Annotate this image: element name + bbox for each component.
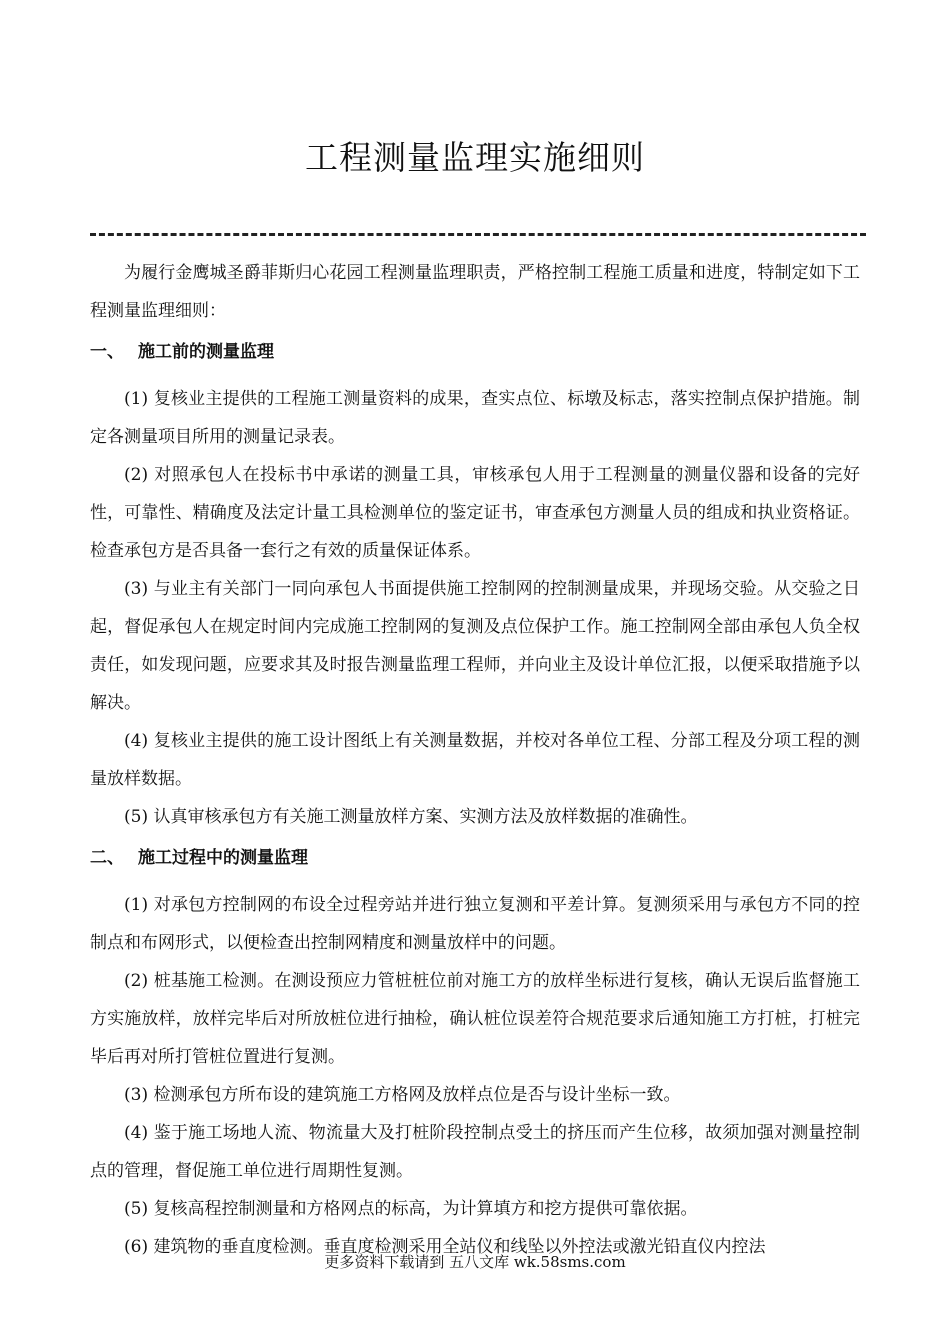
list-item: (4) 鉴于施工场地人流、物流量大及打桩阶段控制点受土的挤压而产生位移，故须加强对测量控制点的管理，督促施工单位进行周期性复测。 bbox=[90, 1123, 860, 1181]
document-body bbox=[90, 254, 860, 1266]
section-heading bbox=[90, 838, 860, 878]
list-item: (6) 建筑物的垂直度检测。垂直度检测采用全站仪和线坠以外控法或激光铅直仪内控法 bbox=[124, 1237, 766, 1257]
list-item: (3) 与业主有关部门一同向承包人书面提供施工控制网的控制测量成果，并现场交验。从交验之日起，督促承包人在规定时间内完成施工控制网的复测及点位保护工作。施工控制网全部由承包人负全权责任，如发现问题，应要求其及时报告测量监理工程师，并向业主及设计单位汇报，以便采取措施予以解决。 bbox=[90, 579, 860, 713]
list-item: (2) 对照承包人在投标书中承诺的测量工具，审核承包人用于工程测量的测量仪器和设备的完好性，可靠性、精确度及法定计量工具检测单位的鉴定证书，审查承包方测量人员的组成和执业资格证。检查承包方是否具备一套行之有效的质量保证体系。 bbox=[90, 465, 860, 561]
list-item: (1) 复核业主提供的工程施工测量资料的成果，查实点位、标墩及标志，落实控制点保护措施。制定各测量项目所用的测量记录表。 bbox=[90, 389, 860, 447]
section-title: 施工前的测量监理 bbox=[138, 342, 274, 362]
list-item: (1) 对承包方控制网的布设全过程旁站并进行独立复测和平差计算。复测须采用与承包方不同的控制点和布网形式，以便检查出控制网精度和测量放样中的问题。 bbox=[90, 895, 860, 953]
section-number: 二、 bbox=[90, 848, 124, 868]
list-item: (5) 复核高程控制测量和方格网点的标高，为计算填方和挖方提供可靠依据。 bbox=[124, 1199, 698, 1219]
list-item: (4) 复核业主提供的施工设计图纸上有关测量数据，并校对各单位工程、分部工程及分项工程的测量放样数据。 bbox=[90, 731, 860, 789]
page-title: 工程测量监理实施细则 bbox=[305, 138, 645, 177]
section-number: 一、 bbox=[90, 342, 124, 362]
section-heading bbox=[90, 332, 860, 372]
list-item: (5) 认真审核承包方有关施工测量放样方案、实测方法及放样数据的准确性。 bbox=[124, 807, 698, 827]
intro-paragraph: 为履行金鹰城圣爵菲斯归心花园工程测量监理职责，严格控制工程施工质量和进度，特制定如下工程测量监理细则： bbox=[90, 263, 860, 321]
list-item: (3) 检测承包方所布设的建筑施工方格网及放样点位是否与设计坐标一致。 bbox=[124, 1085, 681, 1105]
footer-link[interactable]: 更多资料下载请到 五八文库 wk.58sms.com bbox=[324, 1253, 626, 1271]
section-title: 施工过程中的测量监理 bbox=[138, 848, 308, 868]
title-divider bbox=[90, 233, 866, 236]
list-item: (2) 桩基施工检测。在测设预应力管桩桩位前对施工方的放样坐标进行复核，确认无误后监督施工方实施放样，放样完毕后对所放桩位进行抽检，确认桩位误差符合规范要求后通知施工方打桩，打桩完毕后再对所打管桩位置进行复测。 bbox=[90, 971, 860, 1067]
